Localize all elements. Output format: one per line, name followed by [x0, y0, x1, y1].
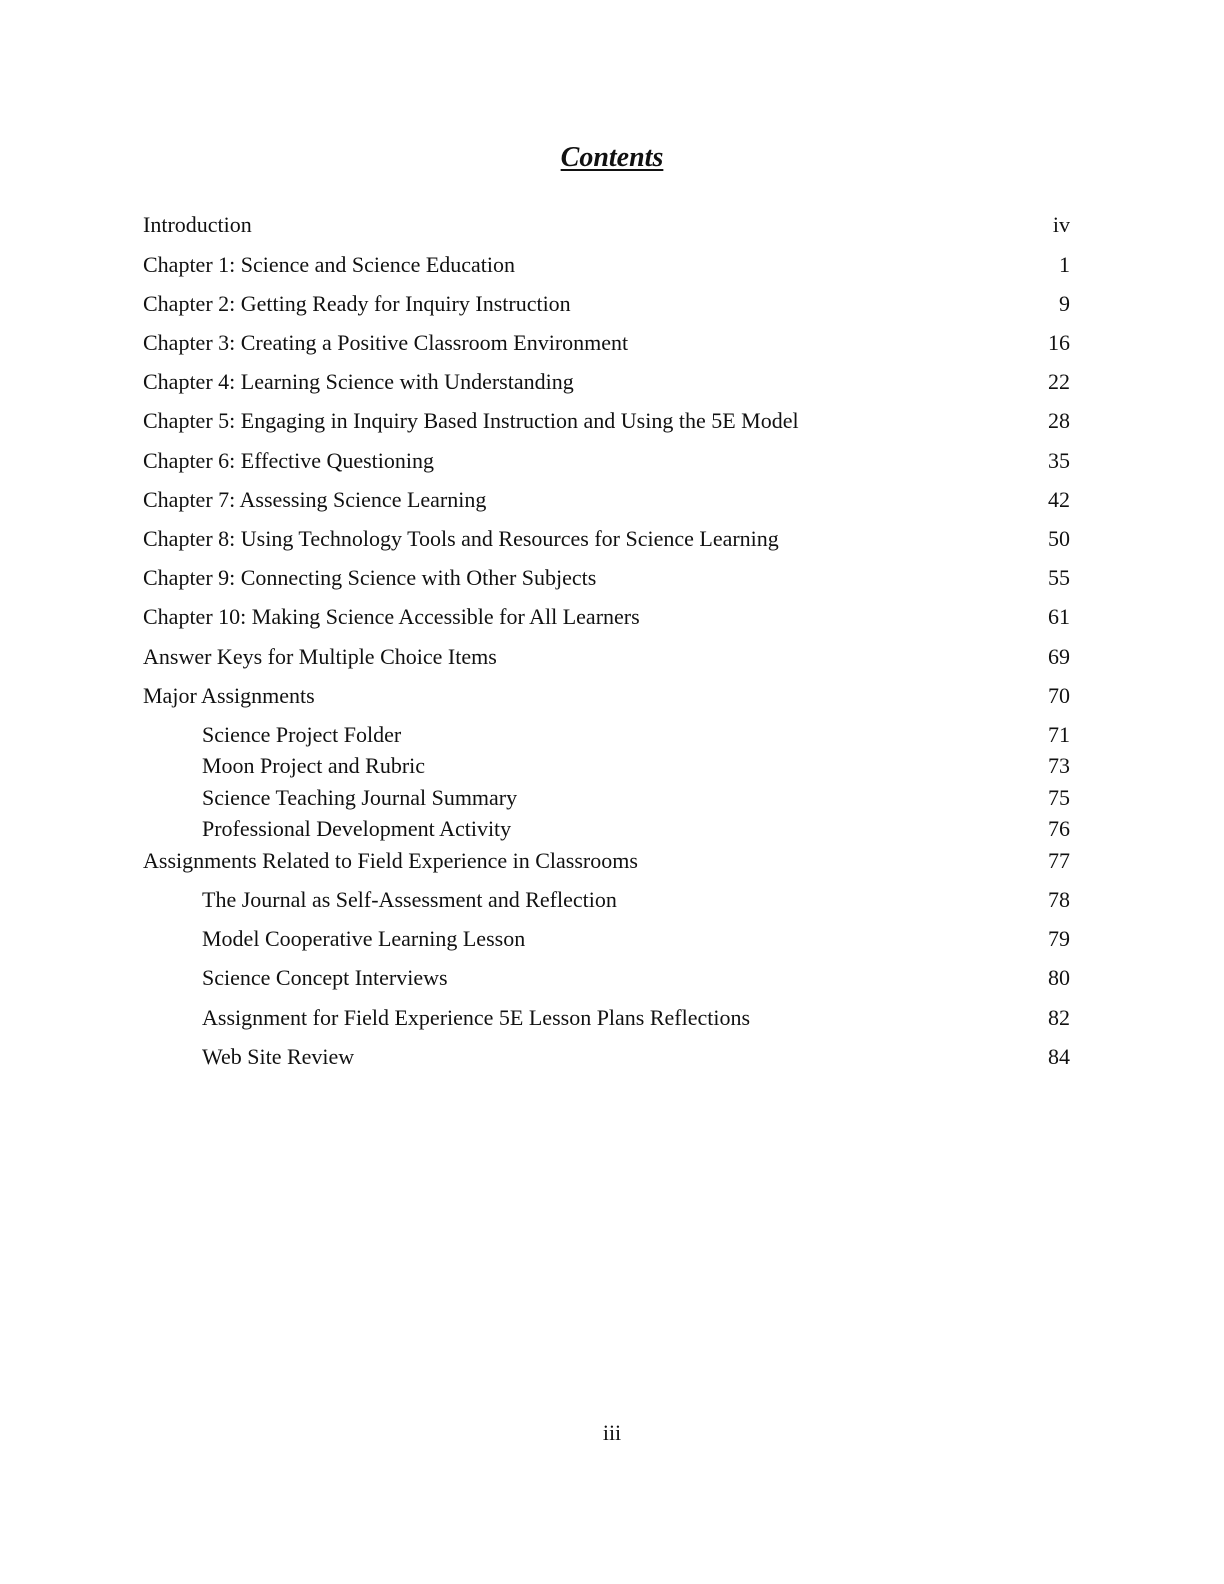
toc-entry-label: Model Cooperative Learning Lesson: [202, 926, 526, 951]
toc-subentry-professional-development: [143, 814, 1070, 844]
toc-entry-page: 82: [1048, 1005, 1070, 1030]
toc-entry-label: Professional Development Activity: [202, 816, 512, 841]
toc-entry-page: 61: [1048, 604, 1070, 629]
toc-entry-page: 79: [1048, 926, 1070, 951]
toc-entry-label: Chapter 5: Engaging in Inquiry Based Instruction and Using the 5E Model: [143, 408, 799, 433]
toc-entry-label: Chapter 3: Creating a Positive Classroom Environment: [143, 330, 629, 355]
toc-entry-label: Chapter 6: Effective Questioning: [143, 448, 435, 473]
toc-entry-label: Major Assignments: [143, 683, 315, 708]
toc-entry-page: 84: [1048, 1044, 1070, 1069]
toc-subentry-web-site-review: [143, 1042, 1070, 1072]
toc-entry-page: 9: [1059, 291, 1070, 316]
toc-entry-page: 77: [1048, 848, 1070, 873]
toc-entry-page: 75: [1048, 785, 1070, 810]
toc-entry-page: 69: [1048, 644, 1070, 669]
toc-entry-page: 71: [1048, 722, 1070, 747]
page-number-footer: iii: [602, 1420, 622, 1445]
toc-entry-label: Chapter 4: Learning Science with Understanding: [143, 369, 574, 394]
toc-entry-chapter-6: [143, 446, 1070, 476]
toc-entry-chapter-4: [143, 367, 1070, 397]
toc-entry-chapter-7: [143, 485, 1070, 515]
toc-entry-label: Science Project Folder: [202, 722, 402, 747]
toc-entry-label: Moon Project and Rubric: [202, 753, 426, 778]
toc-entry-chapter-2: [143, 289, 1070, 319]
toc-entry-label: Chapter 9: Connecting Science with Other Subjects: [143, 565, 597, 590]
toc-entry-label: Answer Keys for Multiple Choice Items: [143, 644, 497, 669]
toc-entry-page: 70: [1048, 683, 1070, 708]
toc-entry-chapter-3: [143, 328, 1070, 358]
toc-entry-label: Introduction: [143, 212, 252, 237]
toc-entry-label: Chapter 8: Using Technology Tools and Resources for Science Learning: [143, 526, 779, 551]
toc-entry-label: Chapter 7: Assessing Science Learning: [143, 487, 487, 512]
toc-entry-page: 35: [1048, 448, 1070, 473]
toc-entry-label: Assignments Related to Field Experience in Classrooms: [143, 848, 638, 873]
toc-entry-page: 28: [1048, 408, 1070, 433]
toc-entry-chapter-5: [143, 406, 1070, 436]
toc-entry-page: 22: [1048, 369, 1070, 394]
page-title: Contents: [560, 142, 664, 173]
toc-entry-label: Chapter 1: Science and Science Education: [143, 252, 516, 277]
toc-entry-chapter-8: [143, 524, 1070, 554]
toc-subentry-journal-reflection: [143, 885, 1070, 915]
toc-entry-label: Science Concept Interviews: [202, 965, 448, 990]
toc-entry-label: Assignment for Field Experience 5E Lesson Plans Reflections: [202, 1005, 751, 1030]
toc-entry-label: Chapter 2: Getting Ready for Inquiry Instruction: [143, 291, 571, 316]
toc-subentry-moon-project: [143, 751, 1070, 781]
toc-entry-label: The Journal as Self-Assessment and Reflection: [202, 887, 617, 912]
toc-entry-page: iv: [1052, 212, 1070, 237]
toc-entry-chapter-9: [143, 563, 1070, 593]
toc-entry-label: Web Site Review: [202, 1044, 355, 1069]
toc-entry-page: 1: [1059, 252, 1070, 277]
toc-entry-page: 73: [1048, 753, 1070, 778]
toc-entry-page: 78: [1048, 887, 1070, 912]
toc-subentry-5e-lesson-plans: [143, 1003, 1070, 1033]
toc-entry-field-experience: [143, 846, 1070, 876]
toc-entry-chapter-10: [143, 602, 1070, 632]
toc-subentry-cooperative-lesson: [143, 924, 1070, 954]
toc-entry-page: 76: [1048, 816, 1070, 841]
toc-subentry-concept-interviews: [143, 963, 1070, 993]
toc-entry-page: 55: [1048, 565, 1070, 590]
toc-entry-major-assignments: [143, 681, 1070, 711]
toc-entry-page: 42: [1048, 487, 1070, 512]
toc-entry-page: 50: [1048, 526, 1070, 551]
toc-subentry-science-project-folder: [143, 720, 1070, 750]
toc-entry-label: Science Teaching Journal Summary: [202, 785, 518, 810]
toc-entry-introduction: [143, 210, 1070, 240]
toc-subentry-journal-summary: [143, 783, 1070, 813]
toc-entry-page: 16: [1048, 330, 1070, 355]
toc-entry-chapter-1: [143, 250, 1070, 280]
toc-entry-page: 80: [1048, 965, 1070, 990]
toc-entry-answer-keys: [143, 642, 1070, 672]
toc-entry-label: Chapter 10: Making Science Accessible for All Learners: [143, 604, 640, 629]
